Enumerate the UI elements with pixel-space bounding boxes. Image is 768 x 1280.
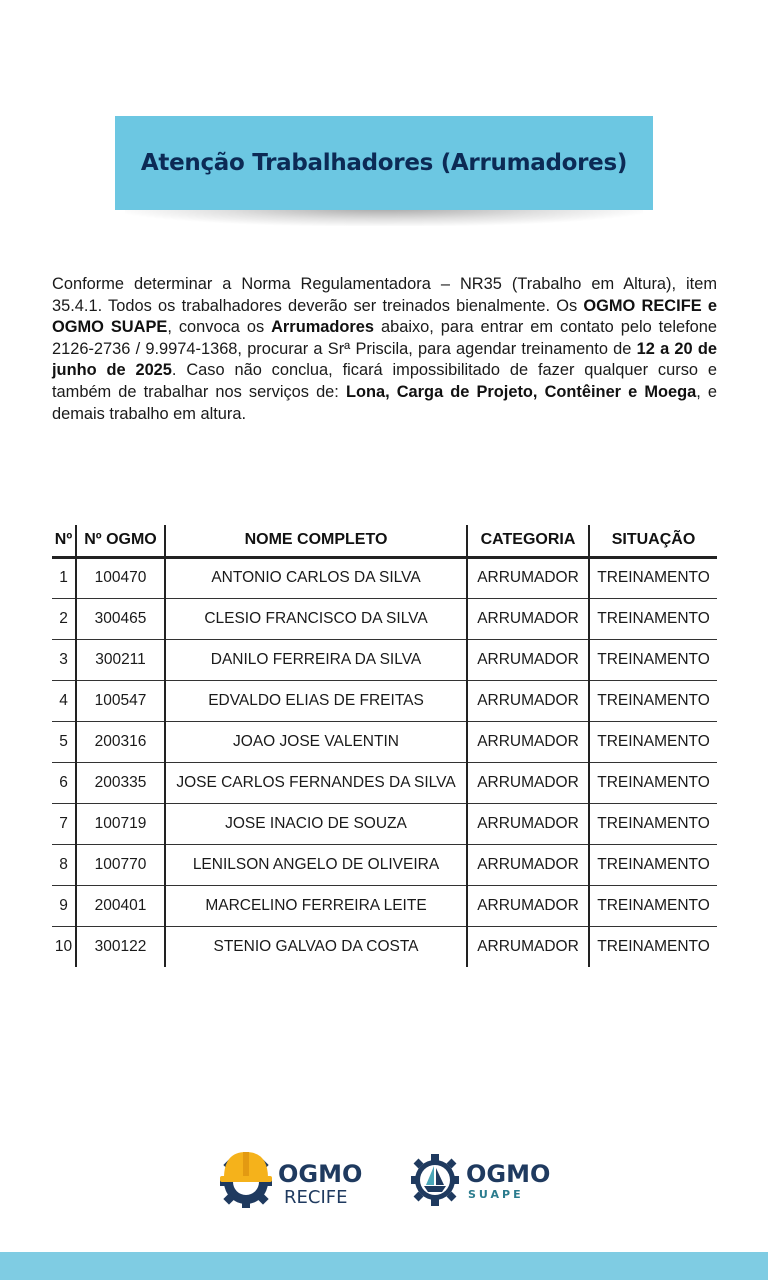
cell-number: 1 [52, 557, 76, 598]
cell-number: 6 [52, 762, 76, 803]
intro-paragraph [52, 274, 717, 425]
cell-status: TREINAMENTO [589, 803, 717, 844]
cell-status: TREINAMENTO [589, 639, 717, 680]
intro-text-2: , convoca os [167, 318, 272, 337]
intro-bold-role: Arrumadores [271, 318, 375, 337]
ogmo-recife-logo [218, 1148, 368, 1210]
cell-ogmo-number: 200316 [76, 721, 165, 762]
cell-full-name: JOSE CARLOS FERNANDES DA SILVA [165, 762, 467, 803]
cell-category: ARRUMADOR [467, 557, 589, 598]
ogmo-suape-logo [410, 1152, 560, 1208]
recife-logo-title: OGMO [278, 1160, 363, 1188]
cell-category: ARRUMADOR [467, 639, 589, 680]
bottom-bar [0, 1252, 768, 1280]
cell-category: ARRUMADOR [467, 721, 589, 762]
cell-status: TREINAMENTO [589, 885, 717, 926]
intro-text-4: . Caso não conclua, ficará impossibilitado de fazer qualquer curso e também de trabalhar nos serviços de: [52, 361, 717, 401]
banner-shadow [125, 208, 643, 226]
suape-logo-subtitle: SUAPE [468, 1188, 524, 1201]
cell-ogmo-number: 200401 [76, 885, 165, 926]
cell-category: ARRUMADOR [467, 680, 589, 721]
cell-status: TREINAMENTO [589, 557, 717, 598]
cell-number: 9 [52, 885, 76, 926]
table-header-row [52, 525, 717, 557]
table-row [52, 803, 717, 844]
table-row [52, 885, 717, 926]
page-title: Atenção Trabalhadores (Arrumadores) [140, 150, 628, 176]
intro-text-3: abaixo, para entrar em contato pelo telefone 2126-2736 / 9.9974-1368, procurar a Srª Priscila, para agendar treinamento de [52, 318, 717, 358]
workers-table [52, 525, 717, 967]
header-status: SITUAÇÃO [589, 525, 717, 557]
cell-category: ARRUMADOR [467, 762, 589, 803]
table-row [52, 926, 717, 967]
table-row [52, 598, 717, 639]
logos-footer [0, 1148, 768, 1218]
cell-number: 7 [52, 803, 76, 844]
cell-status: TREINAMENTO [589, 844, 717, 885]
intro-text-5: , e demais trabalho em altura. [52, 382, 717, 423]
cell-category: ARRUMADOR [467, 803, 589, 844]
cell-ogmo-number: 300465 [76, 598, 165, 639]
table-body [52, 557, 717, 967]
cell-ogmo-number: 100470 [76, 557, 165, 598]
cell-ogmo-number: 100770 [76, 844, 165, 885]
cell-status: TREINAMENTO [589, 721, 717, 762]
recife-logo-subtitle: RECIFE [284, 1187, 348, 1208]
header-category: CATEGORIA [467, 525, 589, 557]
title-banner [115, 116, 653, 210]
ship-gear-icon [411, 1154, 459, 1206]
table-row [52, 762, 717, 803]
cell-full-name: DANILO FERREIRA DA SILVA [165, 639, 467, 680]
cell-category: ARRUMADOR [467, 885, 589, 926]
cell-full-name: MARCELINO FERREIRA LEITE [165, 885, 467, 926]
cell-status: TREINAMENTO [589, 680, 717, 721]
cell-full-name: STENIO GALVAO DA COSTA [165, 926, 467, 967]
cell-number: 8 [52, 844, 76, 885]
cell-number: 2 [52, 598, 76, 639]
header-ogmo-number: Nº OGMO [76, 525, 165, 557]
cell-full-name: EDVALDO ELIAS DE FREITAS [165, 680, 467, 721]
cell-full-name: LENILSON ANGELO DE OLIVEIRA [165, 844, 467, 885]
cell-ogmo-number: 300211 [76, 639, 165, 680]
cell-number: 10 [54, 937, 73, 955]
cell-category: ARRUMADOR [467, 926, 589, 967]
cell-category: ARRUMADOR [467, 844, 589, 885]
cell-ogmo-number: 100547 [76, 680, 165, 721]
table-row [52, 680, 717, 721]
intro-bold-services: Lona, Carga de Projeto, Contêiner e Moega [345, 382, 697, 401]
table-row [52, 557, 717, 598]
cell-status: TREINAMENTO [589, 598, 717, 639]
header-full-name: NOME COMPLETO [165, 525, 467, 557]
header-number: Nº [52, 525, 76, 557]
cell-ogmo-number: 100719 [76, 803, 165, 844]
cell-status: TREINAMENTO [589, 762, 717, 803]
table-row [52, 844, 717, 885]
cell-full-name: JOAO JOSE VALENTIN [165, 721, 467, 762]
intro-bold-organizations: OGMO RECIFE e OGMO SUAPE [52, 296, 717, 337]
cell-full-name: JOSE INACIO DE SOUZA [165, 803, 467, 844]
cell-status: TREINAMENTO [589, 926, 717, 967]
suape-logo-title: OGMO [466, 1160, 551, 1188]
intro-text-1: Conforme determinar a Norma Regulamentadora – NR35 (Trabalho em Altura), item 35.4.1. Todos os trabalhadores deverão ser treinados bienalmente. Os [52, 275, 717, 315]
cell-number: 4 [52, 680, 76, 721]
cell-category: ARRUMADOR [467, 598, 589, 639]
cell-number: 3 [52, 639, 76, 680]
cell-ogmo-number: 300122 [76, 926, 165, 967]
cell-full-name: ANTONIO CARLOS DA SILVA [165, 557, 467, 598]
cell-number: 5 [52, 721, 76, 762]
table-row [52, 721, 717, 762]
cell-full-name: CLESIO FRANCISCO DA SILVA [165, 598, 467, 639]
table-row [52, 639, 717, 680]
banner-box [115, 116, 653, 210]
hardhat-gear-icon [220, 1152, 272, 1208]
cell-ogmo-number: 200335 [76, 762, 165, 803]
intro-bold-dates: 12 a 20 de junho de 2025 [52, 339, 717, 380]
